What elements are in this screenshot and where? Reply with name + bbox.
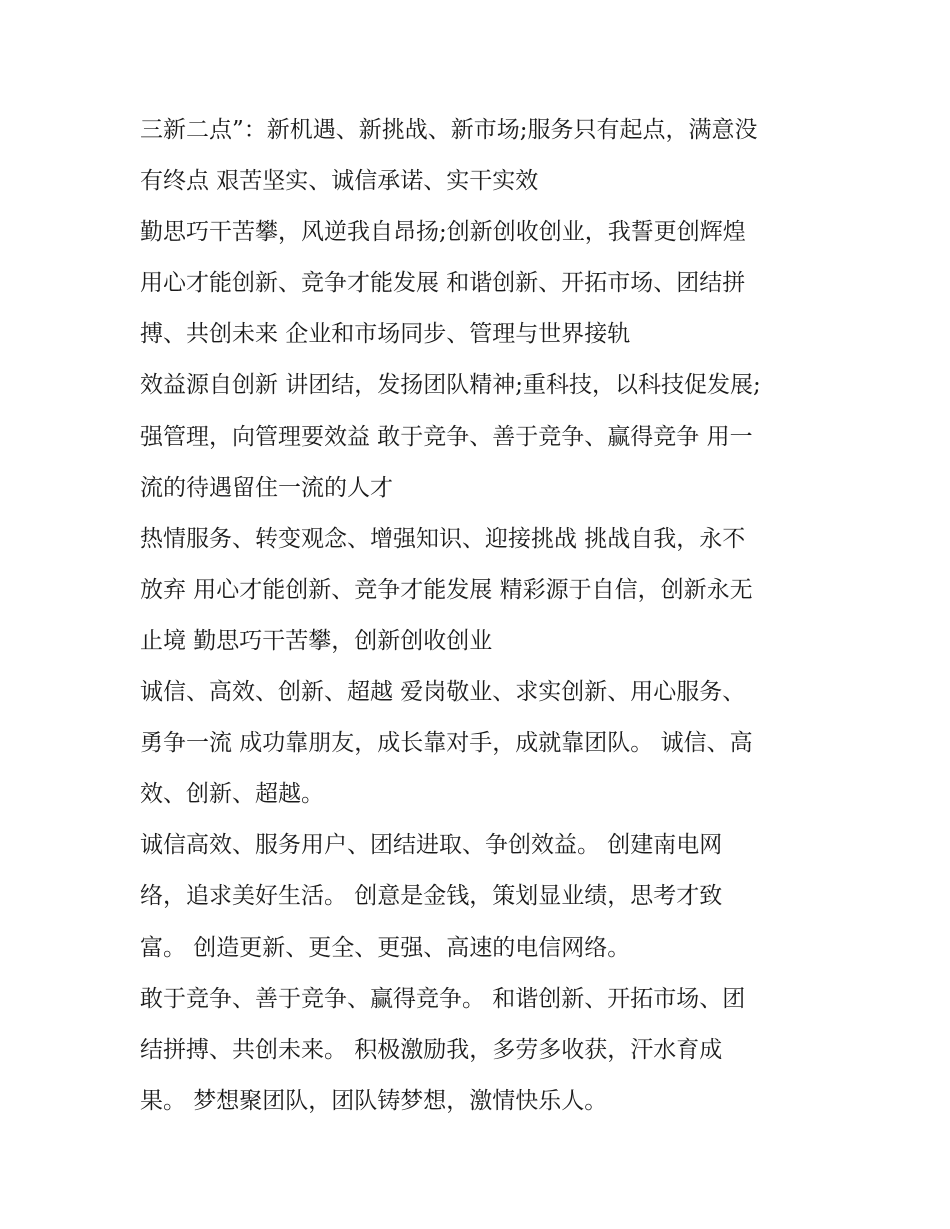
text-line: 富。 创造更新、更全、更强、高速的电信网络。 xyxy=(140,934,631,961)
text-line: 流的待遇留住一流的人才 xyxy=(140,474,393,501)
text-line: 勤思巧干苦攀，风逆我自昂扬;创新创收创业，我誓更创辉煌 xyxy=(140,219,746,246)
text-line: 搏、共创未来 企业和市场同步、管理与世界接轨 xyxy=(140,321,631,348)
document-body xyxy=(140,105,820,1127)
text-line: 热情服务、转变观念、增强知识、迎接挑战 挑战自我，永不 xyxy=(140,525,746,552)
text-line: 诚信、高效、创新、超越 爱岗敬业、求实创新、用心服务、 xyxy=(140,679,746,706)
text-line: 用心才能创新、竞争才能发展 和谐创新、开拓市场、团结拼 xyxy=(140,270,746,297)
text-line: 三新二点”：新机遇、新挑战、新市场;服务只有起点，满意没 xyxy=(140,117,758,143)
text-line: 诚信高效、服务用户、团结进取、争创效益。 创建南电网 xyxy=(140,832,723,859)
text-line: 放弃 用心才能创新、竞争才能发展 精彩源于自信，创新永无 xyxy=(140,576,753,603)
text-line: 络，追求美好生活。 创意是金钱，策划显业绩，思考才致 xyxy=(140,883,723,910)
text-line: 止境 勤思巧干苦攀，创新创收创业 xyxy=(140,627,493,654)
text-line: 敢于竞争、善于竞争、赢得竞争。 和谐创新、开拓市场、团 xyxy=(140,985,746,1012)
text-line: 有终点 艰苦坚实、诚信承诺、实干实效 xyxy=(140,168,539,195)
text-line: 果。 梦想聚团队，团队铸梦想，激情快乐人。 xyxy=(140,1087,608,1114)
text-line: 勇争一流 成功靠朋友，成长靠对手，成就靠团队。 诚信、高 xyxy=(140,730,753,757)
text-line: 效益源自创新 讲团结，发扬团队精神;重科技，以科技促发展; xyxy=(140,372,761,399)
text-line: 结拼搏、共创未来。 积极激励我，多劳多收获，汗水育成 xyxy=(140,1036,723,1063)
text-line: 强管理，向管理要效益 敢于竞争、善于竞争、赢得竞争 用一 xyxy=(140,423,753,450)
text-line: 效、创新、超越。 xyxy=(140,781,324,808)
